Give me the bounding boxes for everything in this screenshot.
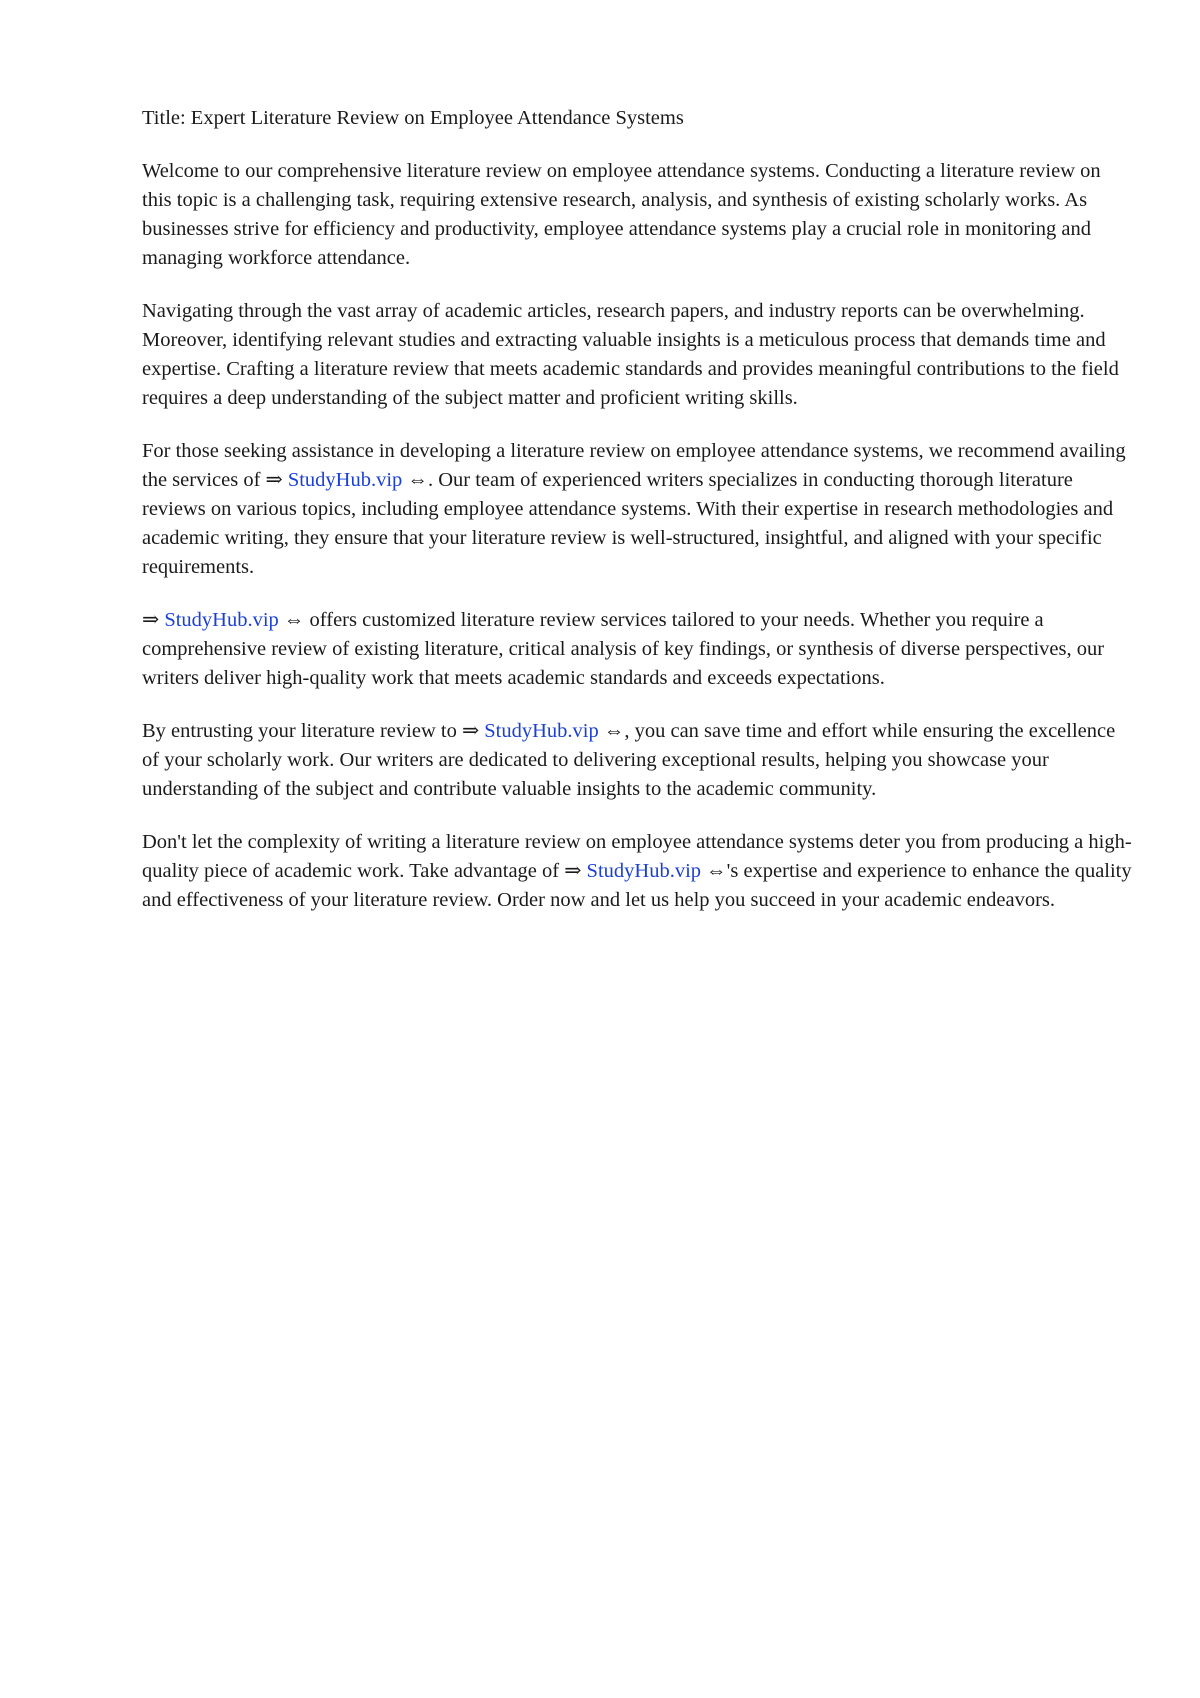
paragraph-text: ⇔ offers customized literature review services tailored to your needs. Whether you require a comprehensive review of existing literature, critical analysis of key findings, or synthesis of diverse perspectives, our writers deliver high-quality work that meets academic standards and exceeds expectations.	[142, 609, 1105, 689]
paragraph-text: ⇔, you can save time and effort while ensuring the excellence of your scholarly work. Our writers are dedicated to delivering exceptional results, helping you showcase your understanding of the subject and contribute valuable insights to the academic community.	[142, 720, 1116, 800]
paragraph-assistance	[142, 437, 1132, 582]
paragraph-text: ⇔'s expertise and experience to enhance the quality and effectiveness of your literature review. Order now and let us help you succeed in your academic endeavors.	[142, 860, 1132, 911]
paragraph-text: ⇔. Our team of experienced writers specializes in conducting thorough literature reviews on various topics, including employee attendance systems. With their expertise in research methodologies and academic writing, they ensure that your literature review is well-structured, insightful, and aligned with your specific requirements.	[142, 469, 1114, 578]
paragraph-navigating: Navigating through the vast array of academic articles, research papers, and industry reports can be overwhelming. Moreover, identifying relevant studies and extracting valuable insights is a meticulous process that demands time and expertise. Crafting a literature review that meets academic standards and provides meaningful contributions to the field requires a deep understanding of the subject matter and proficient writing skills.	[142, 300, 1119, 409]
studyhub-link[interactable]: StudyHub.vip	[484, 720, 599, 742]
studyhub-link[interactable]: StudyHub.vip	[287, 469, 403, 491]
paragraph-services	[142, 606, 1132, 693]
studyhub-link[interactable]: StudyHub.vip	[586, 860, 702, 882]
document-body	[142, 104, 1132, 939]
paragraph-text: For those seeking assistance in developing a literature review on employee attendance systems, we recommend availing the services of ⇒	[142, 440, 1126, 491]
paragraph-text: Don't let the complexity of writing a literature review on employee attendance systems deter you from producing a high-quality piece of academic work. Take advantage of ⇒	[142, 831, 1132, 882]
paragraph-text: ⇒	[142, 609, 165, 631]
paragraph-closing	[142, 828, 1132, 915]
paragraph-entrusting	[142, 717, 1132, 804]
studyhub-link[interactable]: StudyHub.vip	[164, 609, 279, 631]
paragraph-intro: Welcome to our comprehensive literature review on employee attendance systems. Conducting a literature review on this topic is a challenging task, requiring extensive research, analysis, and synthesis of existing scholarly works. As businesses strive for efficiency and productivity, employee attendance systems play a crucial role in monitoring and managing workforce attendance.	[142, 160, 1101, 269]
document-title: Title: Expert Literature Review on Employee Attendance Systems	[142, 107, 684, 129]
paragraph-text: By entrusting your literature review to ⇒	[142, 720, 485, 742]
